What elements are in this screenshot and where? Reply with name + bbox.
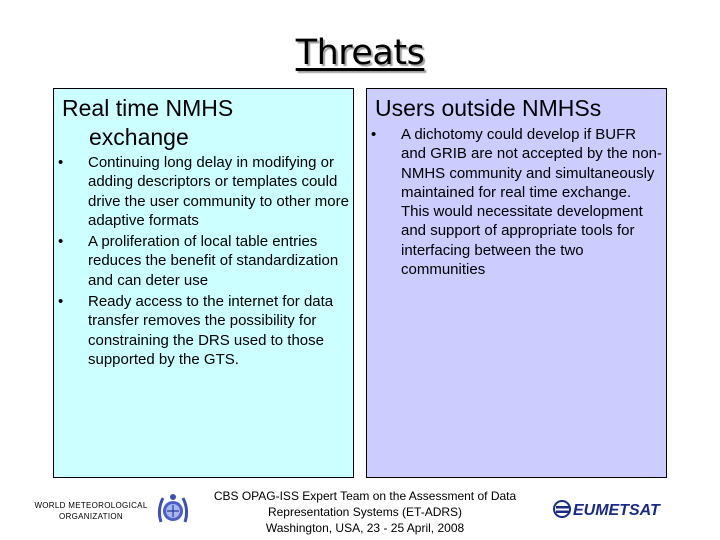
bullet-icon: • <box>371 126 377 143</box>
list-item <box>367 125 663 279</box>
wmo-name <box>30 500 152 522</box>
left-bullet-list <box>54 153 350 371</box>
left-heading-line1: Real time NMHS <box>62 95 234 121</box>
eumetsat-logo-text: EUMETSAT <box>573 502 660 519</box>
list-item <box>54 153 350 230</box>
left-panel-real-time-nmhs <box>53 88 354 478</box>
left-panel-heading <box>62 94 347 152</box>
eumetsat-logo-icon <box>552 497 672 521</box>
left-heading-line2: exchange <box>89 124 189 150</box>
bullet-icon: • <box>58 293 64 311</box>
list-item <box>54 292 350 369</box>
right-bullet-list <box>367 125 663 281</box>
slide-title: Threats <box>295 33 425 73</box>
footer-line1: CBS OPAG-ISS Expert Team on the Assessment of Data <box>213 489 517 503</box>
bullet-text: Ready access to the internet for data transfer removes the possibility for constraining the DRS used to those supported by the GTS. <box>88 293 334 368</box>
footer-line2: Representation Systems (ET-ADRS) <box>267 505 463 519</box>
footer-line3: Washington, USA, 23 - 25 April, 2008 <box>265 521 465 535</box>
right-panel-users-outside-nmhss <box>366 88 667 478</box>
right-panel-heading: Users outside NMHSs <box>375 95 602 121</box>
bullet-icon: • <box>58 233 64 251</box>
list-item <box>54 232 350 290</box>
wmo-emblem-icon <box>155 492 191 528</box>
bullet-text: Continuing long delay in modifying or adding descriptors or templates could drive the user community to other more adaptive formats <box>88 154 349 229</box>
bullet-icon: • <box>58 154 64 171</box>
wmo-line2: ORGANIZATION <box>59 512 123 521</box>
bullet-text: A proliferation of local table entries reduces the benefit of standardization and can deter use <box>88 233 339 289</box>
bullet-text: A dichotomy could develop if BUFR and GRIB are not accepted by the non-NMHS community and simultaneously maintained for real time exchange. This would necessitate development and support of appropriate tools for interfacing between the two communities <box>401 126 662 279</box>
wmo-line1: WORLD METEOROLOGICAL <box>34 501 148 510</box>
footer-meeting-info <box>205 488 525 536</box>
